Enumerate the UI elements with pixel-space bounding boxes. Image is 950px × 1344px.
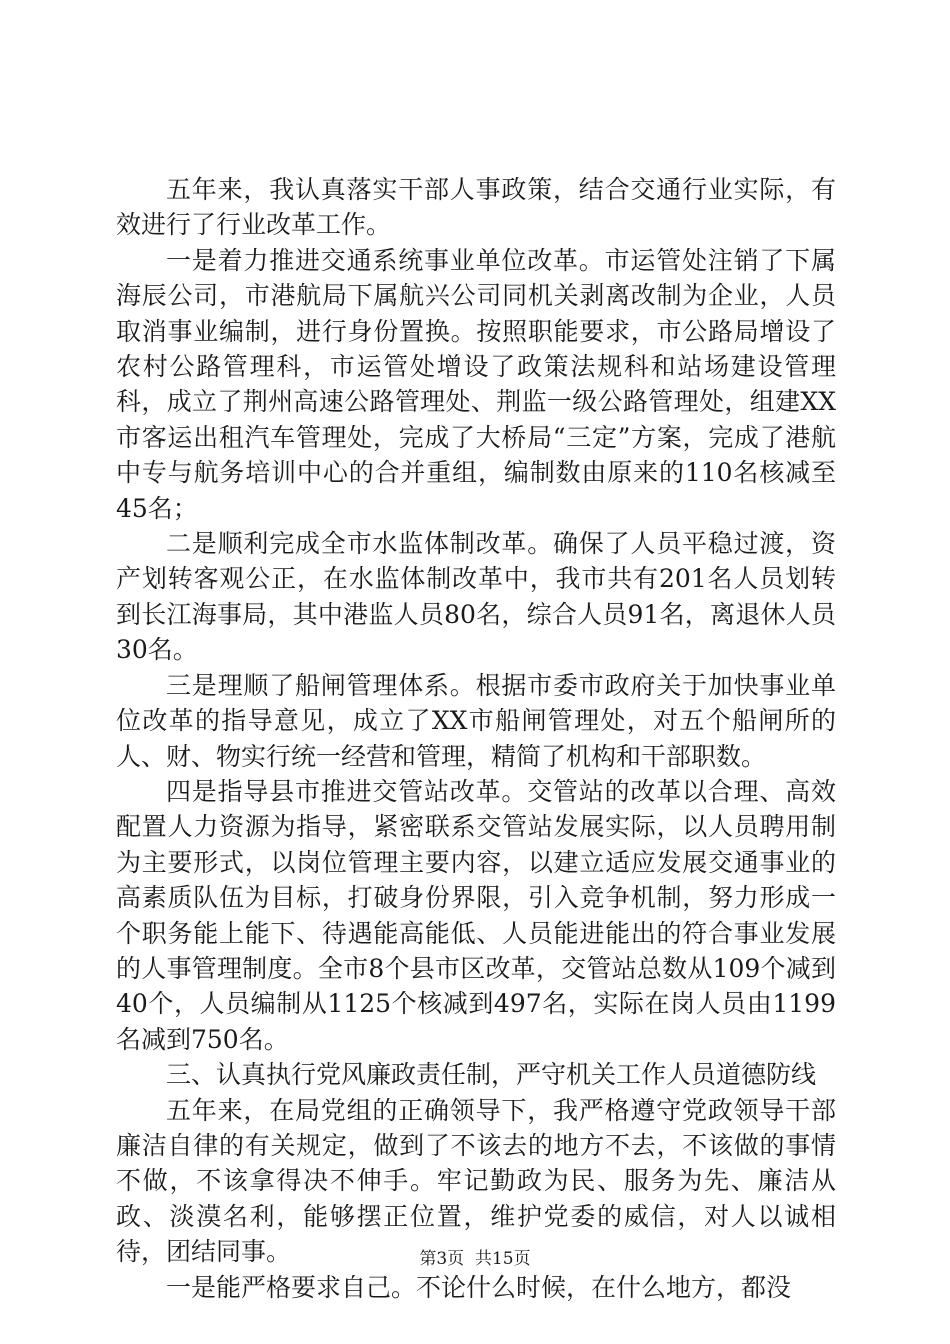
section-heading: 三、认真执行党风廉政责任制，严守机关工作人员道德防线 — [166, 1060, 817, 1090]
paragraph-item-1: 一是着力推进交通系统事业单位改革。市运管处注销了下属海辰公司，市港航局下属航兴公司同机关剥离改制为企业，人员取消事业编制，进行身份置换。按照职能要求，市公路局增设了农村公路管理科，市运管处增设了政策法规科和站场建设管理科，成立了荆州高速公路管理处、荆监一级公路管理处，组建XX市客运出租汽车管理处，完成了大桥局“三定”方案，完成了港航中专与航务培训中心的合并重组，编制数由原来的110名核减至45名； — [116, 245, 836, 523]
paragraph-section-item-1: 一是能严格要求自己。不论什么时候，在什么地方，都没 — [166, 1272, 792, 1302]
paragraph-item-4: 四是指导县市推进交管站改革。交管站的改革以合理、高效配置人力资源为指导，紧密联系交管站发展实际，以人员聘用制为主要形式，以岗位管理主要内容，以建立适应发展交通事业的高素质队伍为目标，打破身份界限，引入竞争机制，努力形成一个职务能上能下、待遇能高能低、人员能进能出的符合事业发展的人事管理制度。全市8个县市区改革，交管站总数从109个减到40个，人员编制从1125个核减到497名，实际在岗人员由1199名减到750名。 — [116, 776, 836, 1054]
document-body — [116, 172, 836, 1305]
paragraph-item-2: 二是顺利完成全市水监体制改革。确保了人员平稳过渡，资产划转客观公正，在水监体制改革中，我市共有201名人员划转到长江海事局，其中港监人员80名，综合人员91名，离退休人员30名。 — [116, 529, 836, 665]
paragraph-section-intro: 五年来，在局党组的正确领导下，我严格遵守党政领导干部廉洁自律的有关规定，做到了不该去的地方不去，不该做的事情不做，不该拿得决不伸手。牢记勤政为民、服务为先、廉洁从政、淡漠名利，能够摆正位置，维护党委的威信，对人以诚相待，团结同事。 — [116, 1095, 836, 1267]
paragraph-item-3: 三是理顺了船闸管理体系。根据市委市政府关于加快事业单位改革的指导意见，成立了XX市船闸管理处，对五个船闸所的人、财、物实行统一经营和管理，精简了机构和干部职数。 — [116, 670, 836, 771]
page-footer: 第3页 共15页 — [419, 1249, 531, 1269]
paragraph-intro: 五年来，我认真落实干部人事政策，结合交通行业实际，有效进行了行业改革工作。 — [116, 175, 836, 240]
